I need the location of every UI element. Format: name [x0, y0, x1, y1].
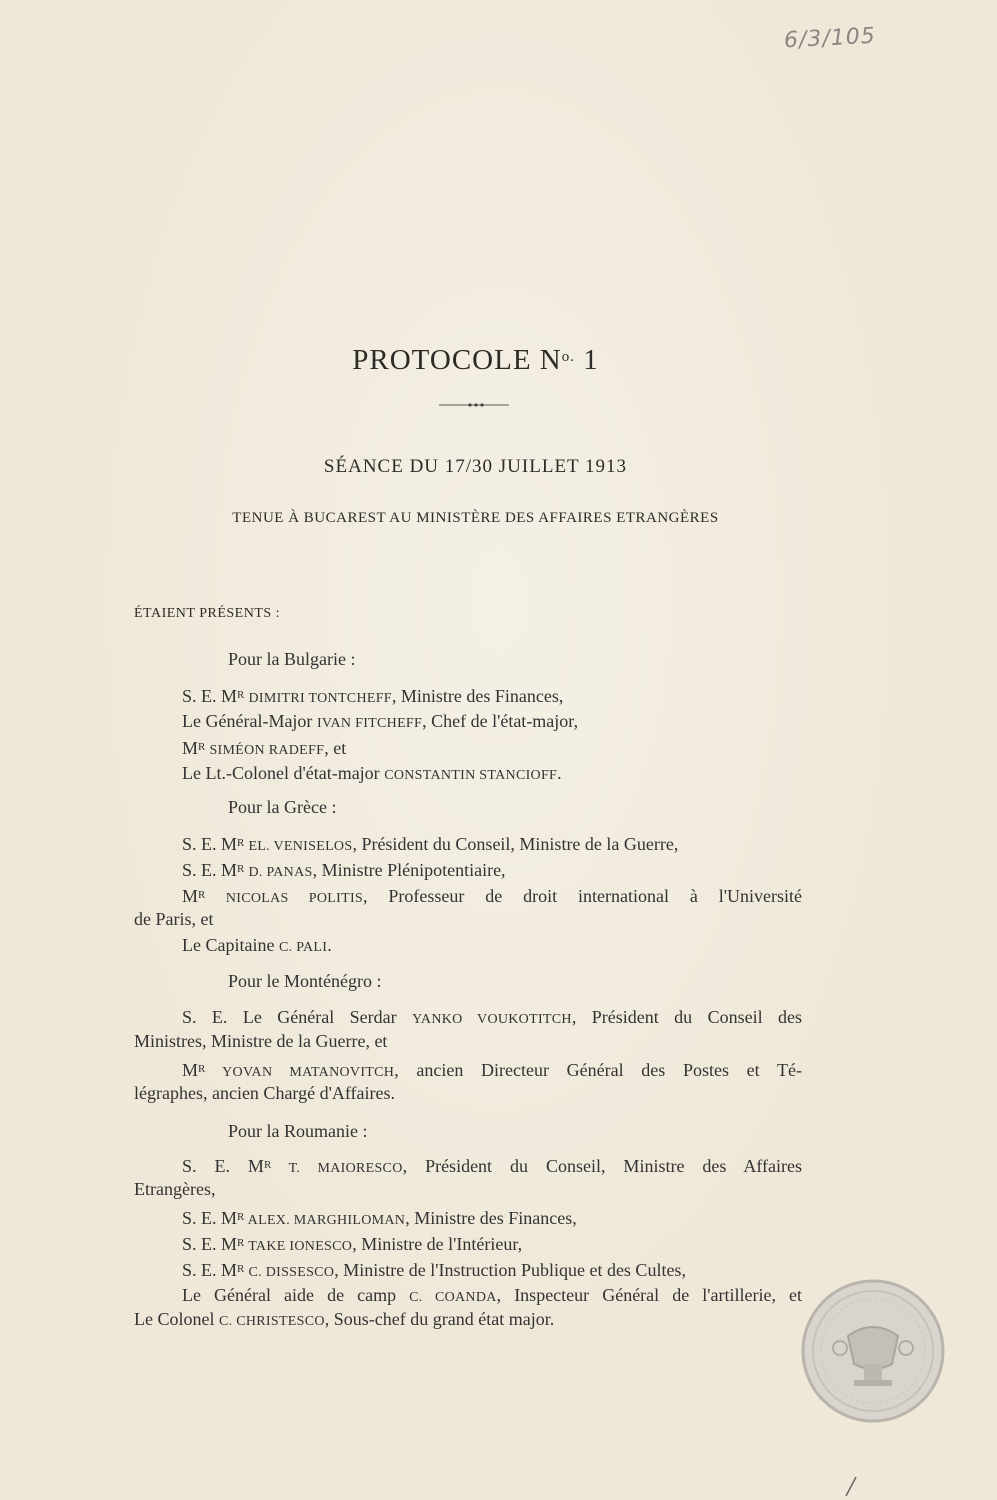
session-location-subheading: TENUE À BUCAREST AU MINISTÈRE DES AFFAIRES ETRANGÈRES	[232, 510, 719, 526]
session-date-heading: SÉANCE DU 17/30 JUILLET 1913	[323, 456, 628, 477]
attendee-line: $M^R$ SIMÉON RADEFF, et	[182, 738, 347, 758]
attendee-line: S. E. $M^R$ ALEX. MARGHILOMAN, Ministre des Finances,	[182, 1208, 577, 1228]
attendee-line: S. E. $M^R$ T. MAIORESCO, Président du Conseil, Ministre des Affaires	[182, 1156, 802, 1176]
attendee-line-continued: Etrangères,	[134, 1179, 216, 1199]
attendee-line: Le Général aide de camp C. COANDA, Inspecteur Général de l'artillerie, et	[182, 1285, 802, 1305]
archive-reference-note: 6/3/105	[783, 23, 877, 54]
title-main: PROTOCOLE N	[352, 344, 562, 376]
attendee-line: $M^R$ YOVAN MATANOVITCH, ancien Directeur Général des Postes et Té-	[182, 1060, 802, 1080]
dotted-rule-ornament-icon	[439, 402, 509, 408]
country-heading-bulgaria: Pour la Bulgarie :	[228, 649, 356, 669]
attendee-line-continued: de Paris, et	[134, 909, 214, 929]
attendee-line: $M^R$ NICOLAS POLITIS, Professeur de droit international à l'Université	[182, 886, 802, 906]
protocol-title	[0, 344, 951, 377]
attendee-line-continued: légraphes, ancien Chargé d'Affaires.	[134, 1083, 395, 1103]
attendee-line: S. E. $M^R$ C. DISSESCO, Ministre de l'Instruction Publique et des Cultes,	[182, 1260, 686, 1280]
attendee-line: S. E. $M^R$ DIMITRI TONTCHEFF, Ministre des Finances,	[182, 686, 564, 706]
country-heading-greece: Pour la Grèce :	[228, 797, 337, 817]
title-sup: o.	[561, 349, 575, 365]
attendee-line-continued: Ministres, Ministre de la Guerre, et	[134, 1031, 388, 1051]
attendee-line: S. E. Le Général Serdar YANKO VOUKOTITCH, Président du Conseil des	[182, 1007, 802, 1027]
attendee-line: S. E. $M^R$ TAKE IONESCO, Ministre de l'Intérieur,	[182, 1234, 523, 1254]
attendee-line: Le Général-Major IVAN FITCHEFF, Chef de l'état-major,	[182, 711, 579, 731]
attendee-line: S. E. $M^R$ D. PANAS, Ministre Plénipotentiaire,	[182, 860, 506, 880]
pencil-mark-icon	[842, 1475, 862, 1497]
country-heading-montenegro: Pour le Monténégro :	[228, 971, 382, 991]
title-number: 1	[574, 344, 599, 376]
attendee-line: Le Colonel C. CHRISTESCO, Sous-chef du grand état major.	[134, 1309, 555, 1329]
attendee-line: Le Capitaine C. PALI.	[182, 935, 332, 955]
attendee-line: Le Lt.-Colonel d'état-major CONSTANTIN STANCIOFF.	[182, 763, 562, 783]
circular-ink-stamp-icon	[800, 1278, 946, 1424]
country-heading-romania: Pour la Roumanie :	[228, 1121, 368, 1141]
attendees-heading: ÉTAIENT PRÉSENTS :	[134, 606, 281, 621]
attendee-line: S. E. $M^R$ EL. VENISELOS, Président du Conseil, Ministre de la Guerre,	[182, 834, 679, 854]
